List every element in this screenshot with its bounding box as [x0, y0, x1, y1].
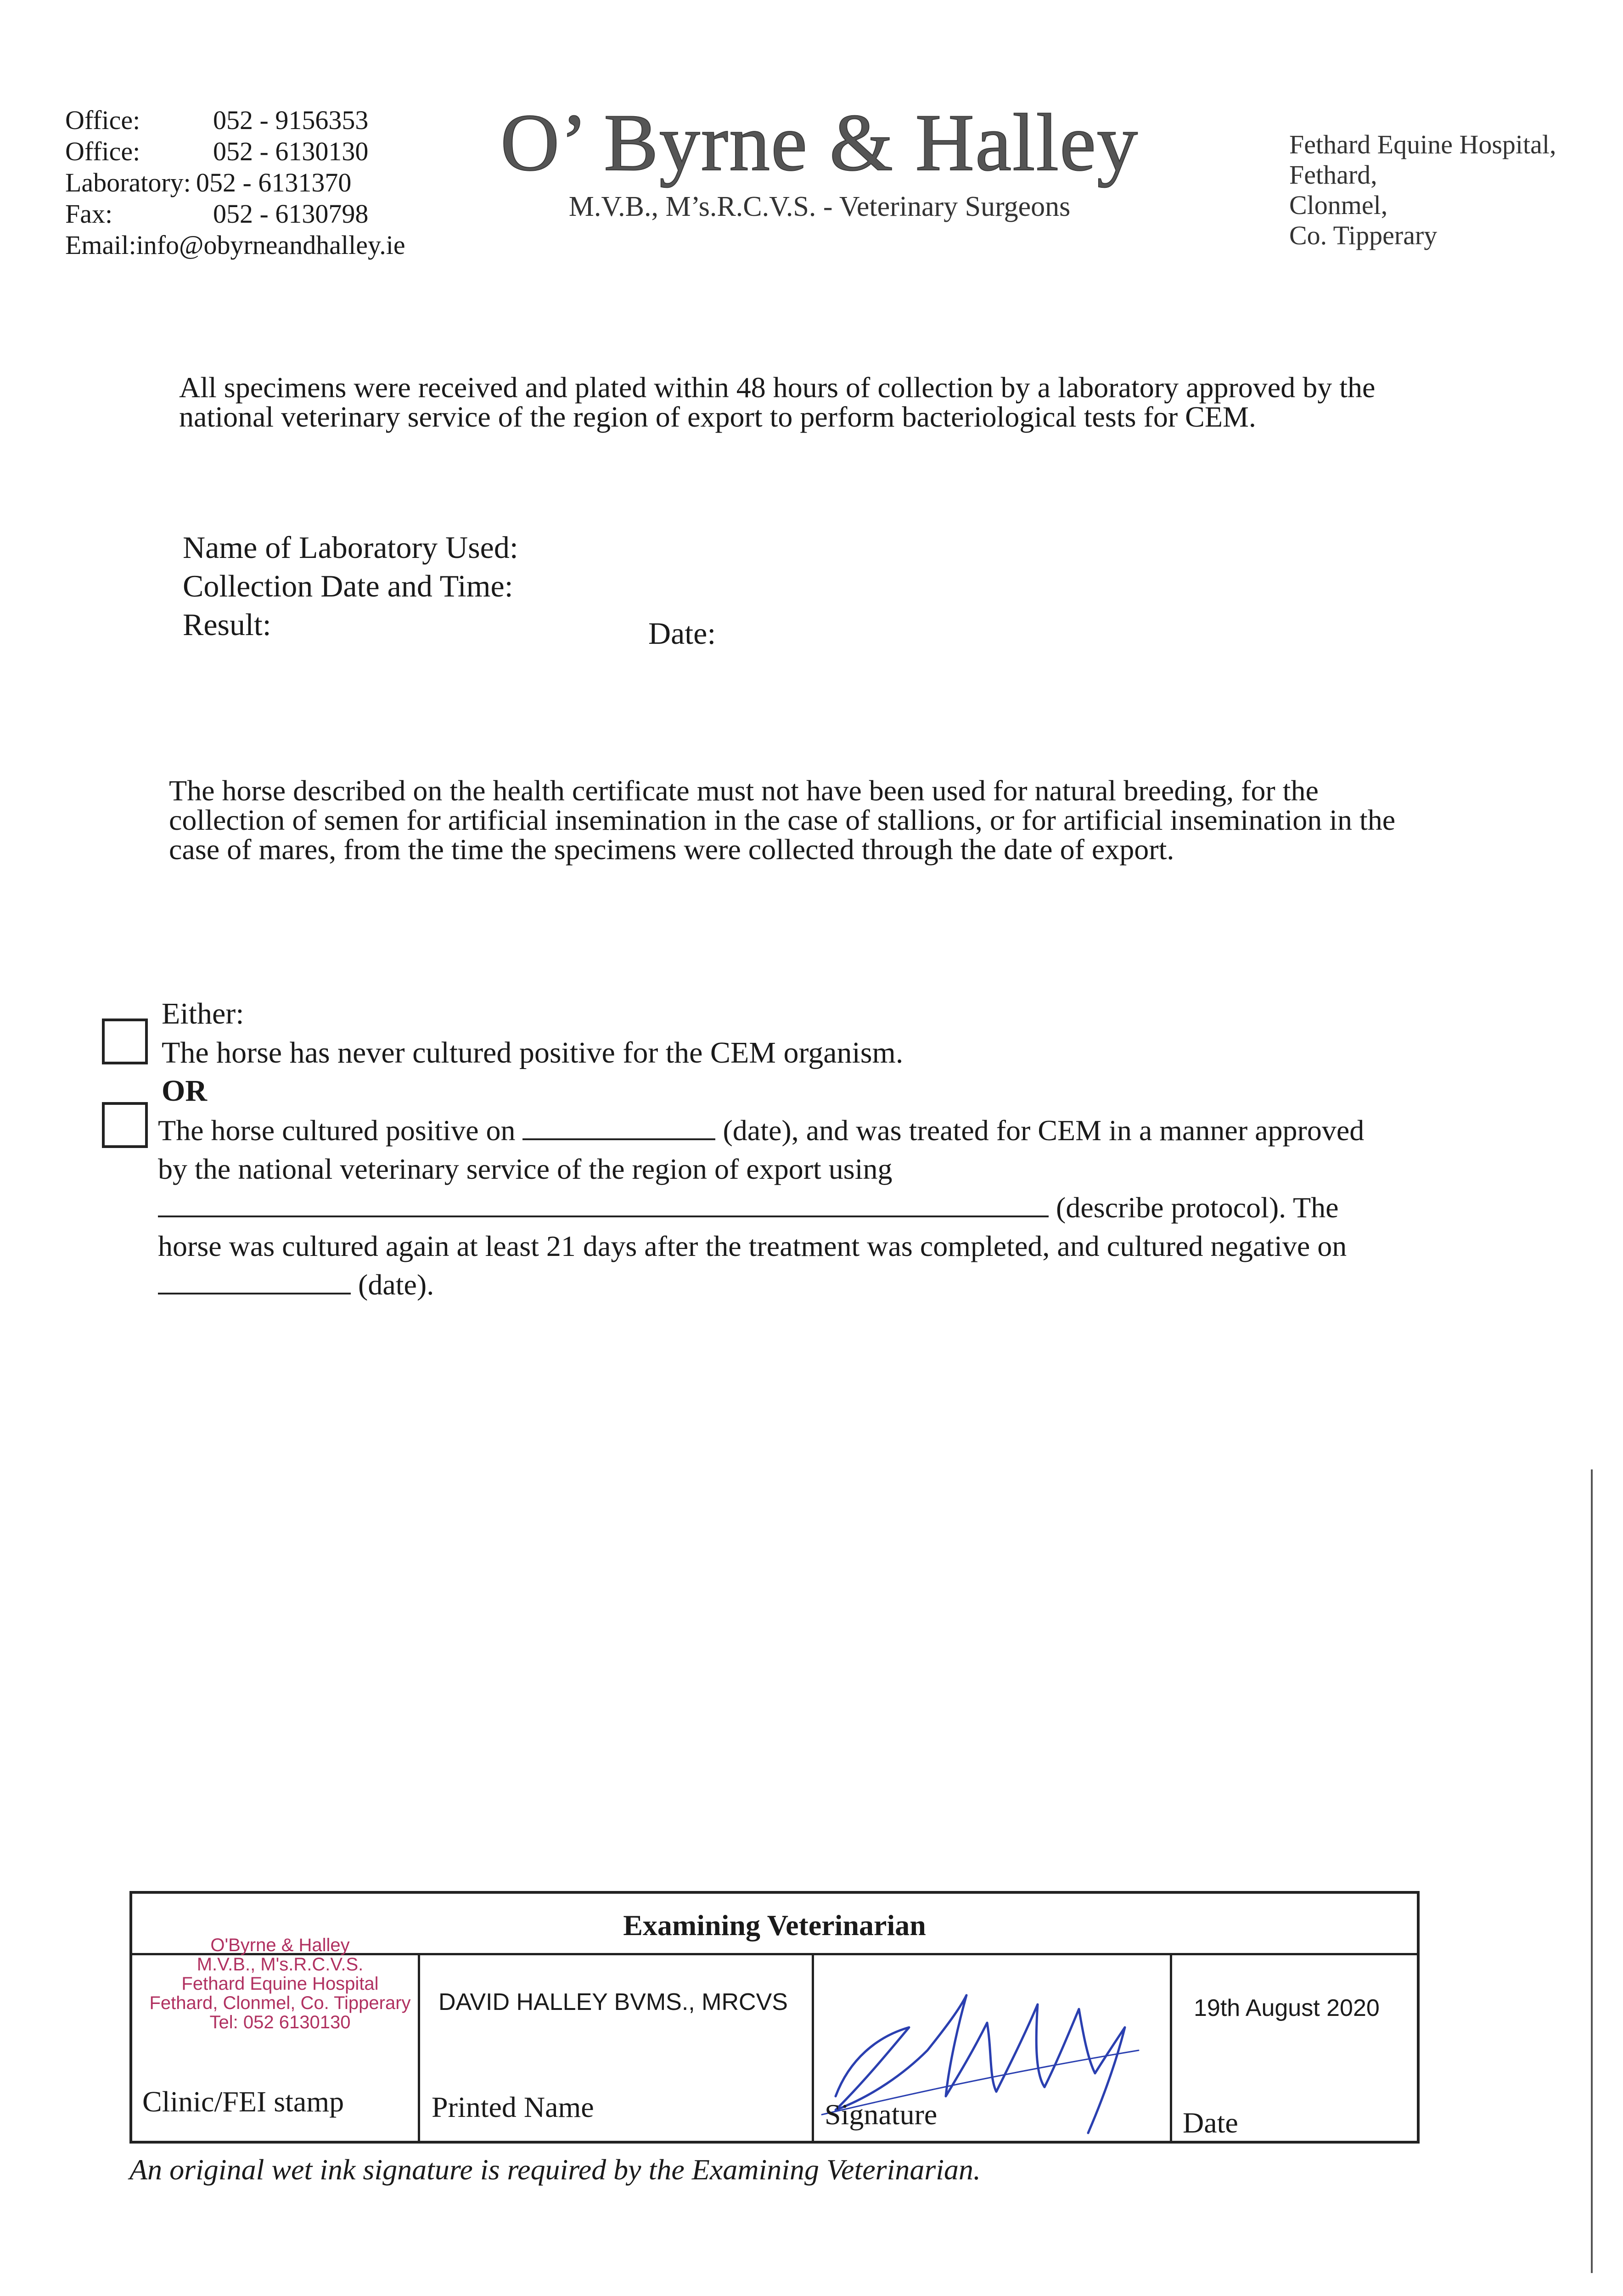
signature-label: Signature	[825, 2098, 938, 2131]
option-cultured-positive: The horse cultured positive on (date), and was treated for CEM in a manner approved by the national veterinary service of the region of export using (describe protocol). The horse was cultured again at least 21 days after the treatment was completed, and cultured negative on (date).	[158, 1111, 1379, 1304]
result-label: Result:	[183, 607, 271, 642]
option-never-positive: The horse has never cultured positive for the CEM organism.	[162, 1036, 904, 1069]
result-date-label: Date:	[648, 616, 716, 651]
either-label: Either:	[162, 997, 244, 1030]
breeding-paragraph: The horse described on the health certificate must not have been used for natural breeding, for the collection of semen for artificial insemination in the case of stallions, or for artificial insemination in the case of mares, from the time the specimens were collected through the date of export.	[169, 774, 1396, 866]
contact-row: Office: 052 - 9156353	[65, 105, 369, 135]
contact-row: Laboratory: 052 - 6131370	[65, 168, 352, 197]
specimen-paragraph: All specimens were received and plated within 48 hours of collection by a laboratory approved by the national veterinary service of the region of export to perform bacteriological tests for CEM.	[179, 371, 1376, 433]
protocol-blank[interactable]	[158, 1190, 1049, 1217]
negative-date-blank[interactable]	[158, 1267, 351, 1294]
never-positive-checkbox[interactable]	[102, 1019, 148, 1064]
email-address[interactable]: Email:info@obyrneandhalley.ie	[65, 230, 405, 260]
address-block: Fethard Equine Hospital, Fethard, Clonmel, Co. Tipperary	[1289, 129, 1556, 250]
date-label: Date	[1183, 2106, 1238, 2139]
positive-date-blank[interactable]	[522, 1113, 715, 1140]
signature-note: An original wet ink signature is required by the Examining Veterinarian.	[129, 2153, 981, 2186]
clinic-stamp: O'Byrne & Halley M.V.B., M's.R.C.V.S. Fethard Equine Hospital Fethard, Clonmel, Co. Tipperary Tel: 052 6130130	[149, 1935, 411, 2032]
contact-row: Office: 052 - 6130130	[65, 136, 369, 166]
table-heading: Examining Veterinarian	[129, 1891, 1420, 1955]
page-edge-line	[1591, 1469, 1593, 2273]
lab-fields	[183, 528, 518, 644]
collection-date-label: Collection Date and Time:	[183, 568, 513, 603]
brand-name: O’ Byrne & Halley	[500, 97, 1139, 188]
letterhead-brand	[459, 96, 1180, 225]
lab-name-label: Name of Laboratory Used:	[183, 530, 518, 565]
contact-block	[65, 105, 405, 261]
stamp-label: Clinic/FEI stamp	[142, 2085, 344, 2118]
or-label: OR	[162, 1074, 207, 1108]
printed-name-value: DAVID HALLEY BVMS., MRCVS	[438, 1989, 788, 2015]
table-divider	[1170, 1955, 1172, 2144]
date-value: 19th August 2020	[1194, 1995, 1380, 2021]
cultured-positive-checkbox[interactable]	[102, 1102, 148, 1148]
printed-name-label: Printed Name	[432, 2091, 594, 2123]
contact-row: Fax: 052 - 6130798	[65, 199, 369, 229]
brand-subtitle: M.V.B., M’s.R.C.V.S. - Veterinary Surgeons	[568, 191, 1071, 222]
